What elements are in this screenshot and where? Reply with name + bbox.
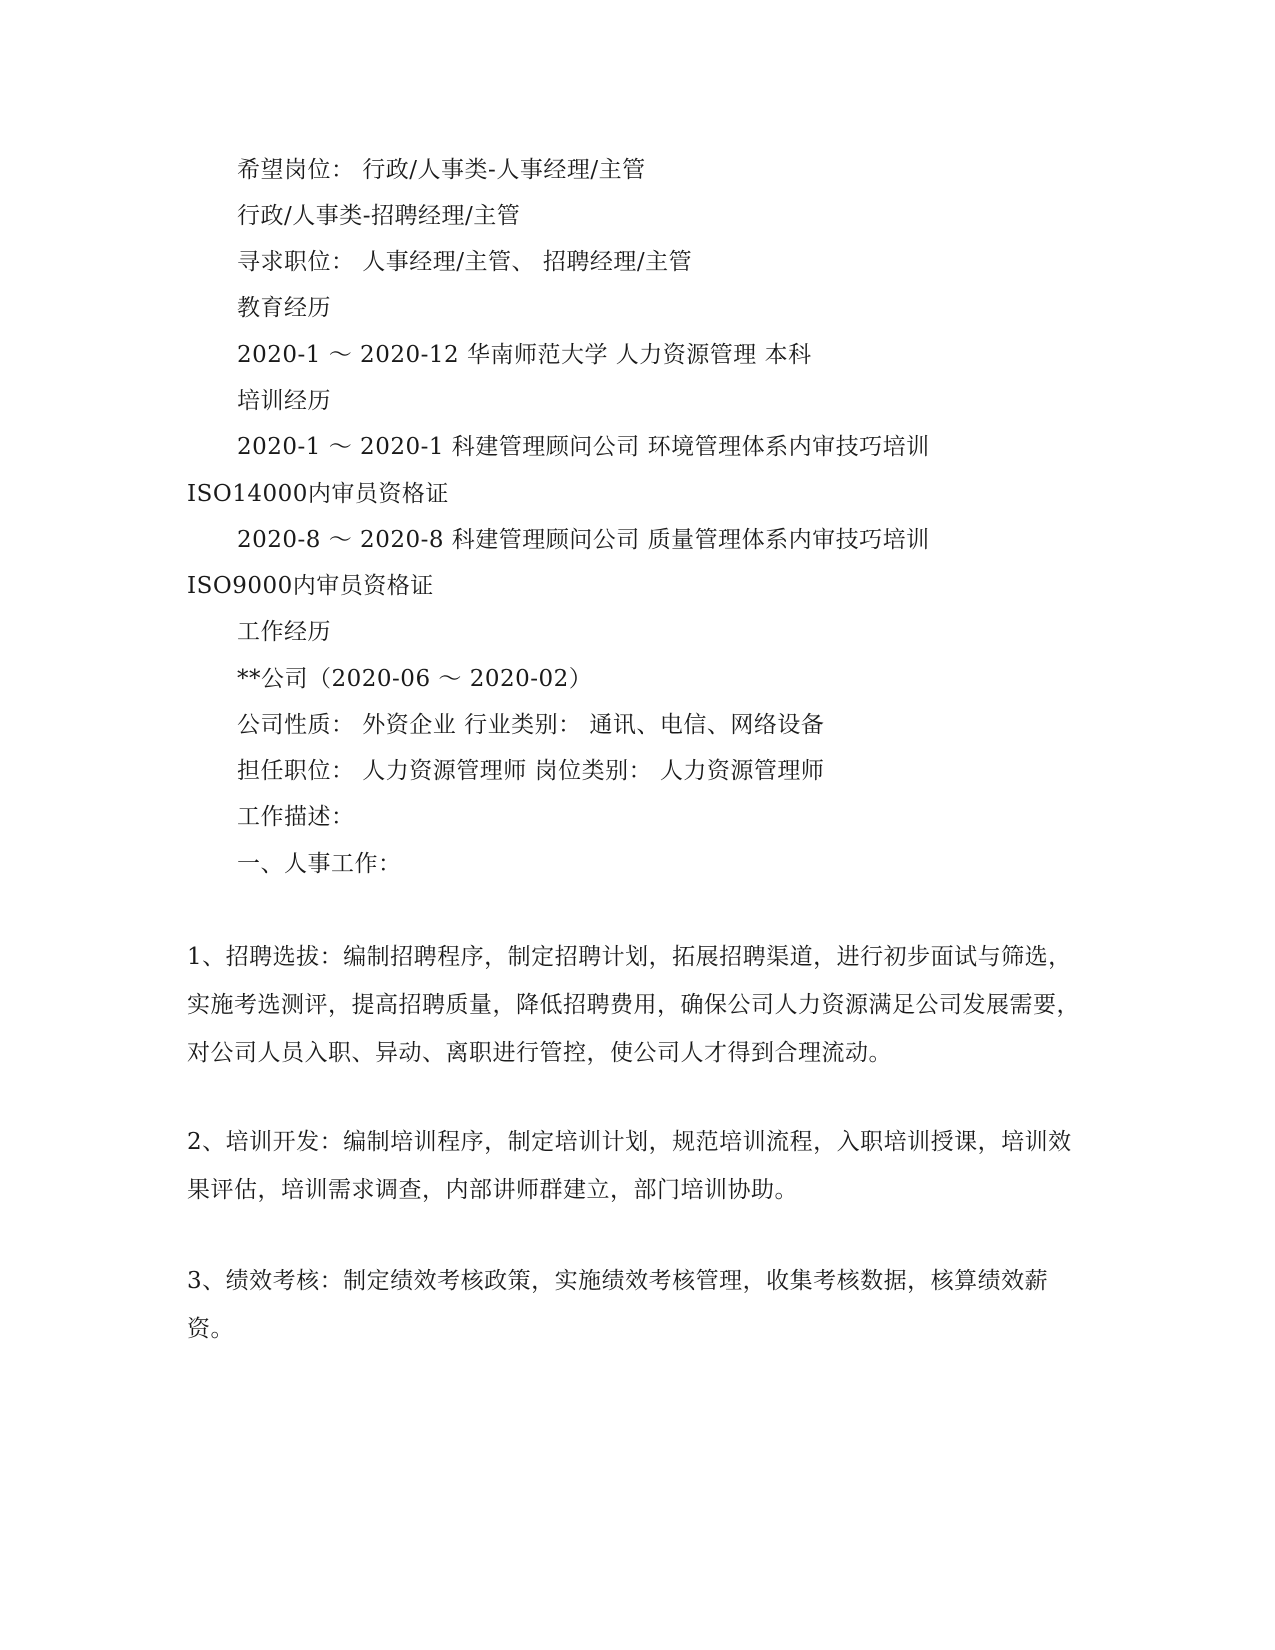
education-entry: 2020-1 ～ 2020-12 华南师范大学 人力资源管理 本科 <box>237 342 812 368</box>
company-nature-line: 公司性质： 外资企业 行业类别： 通讯、电信、网络设备 <box>237 712 825 738</box>
training-heading: 培训经历 <box>237 388 331 414</box>
training-entry-1: 2020-1 ～ 2020-1 科建管理顾问公司 环境管理体系内审技巧培训 <box>237 434 930 460</box>
work-heading: 工作经历 <box>237 619 331 645</box>
education-heading: 教育经历 <box>237 295 331 321</box>
training-entry-1-cert: ISO14000内审员资格证 <box>187 481 449 507</box>
job-description-heading: 工作描述： <box>237 804 355 830</box>
seeking-position-line: 寻求职位： 人事经理/主管、 招聘经理/主管 <box>237 249 693 275</box>
duty-item-performance: 3、绩效考核：制定绩效考核政策，实施绩效考核管理，收集考核数据，核算绩效薪资。 <box>187 1268 1049 1342</box>
desired-position-line: 希望岗位： 行政/人事类-人事经理/主管 <box>237 157 646 183</box>
training-entry-2: 2020-8 ～ 2020-8 科建管理顾问公司 质量管理体系内审技巧培训 <box>237 527 930 553</box>
section-heading-hr-work: 一、人事工作： <box>237 851 402 877</box>
job-title-line: 担任职位： 人力资源管理师 岗位类别： 人力资源管理师 <box>237 758 825 784</box>
company-line: **公司（2020-06 ～ 2020-02） <box>237 666 593 692</box>
duty-item-training: 2、培训开发：编制培训程序，制定培训计划，规范培训流程，入职培训授课，培训效果评估，培训需求调查，内部讲师群建立，部门培训协助。 <box>187 1129 1072 1203</box>
duty-item-recruitment: 1、招聘选拔：编制招聘程序，制定招聘计划，拓展招聘渠道，进行初步面试与筛选，实施考选测评，提高招聘质量，降低招聘费用，确保公司人力资源满足公司发展需要，对公司人员入职、异动、离职进行管控，使公司人才得到合理流动。 <box>187 944 1080 1066</box>
desired-position-continuation: 行政/人事类-招聘经理/主管 <box>237 203 521 229</box>
training-entry-2-cert: ISO9000内审员资格证 <box>187 573 434 599</box>
